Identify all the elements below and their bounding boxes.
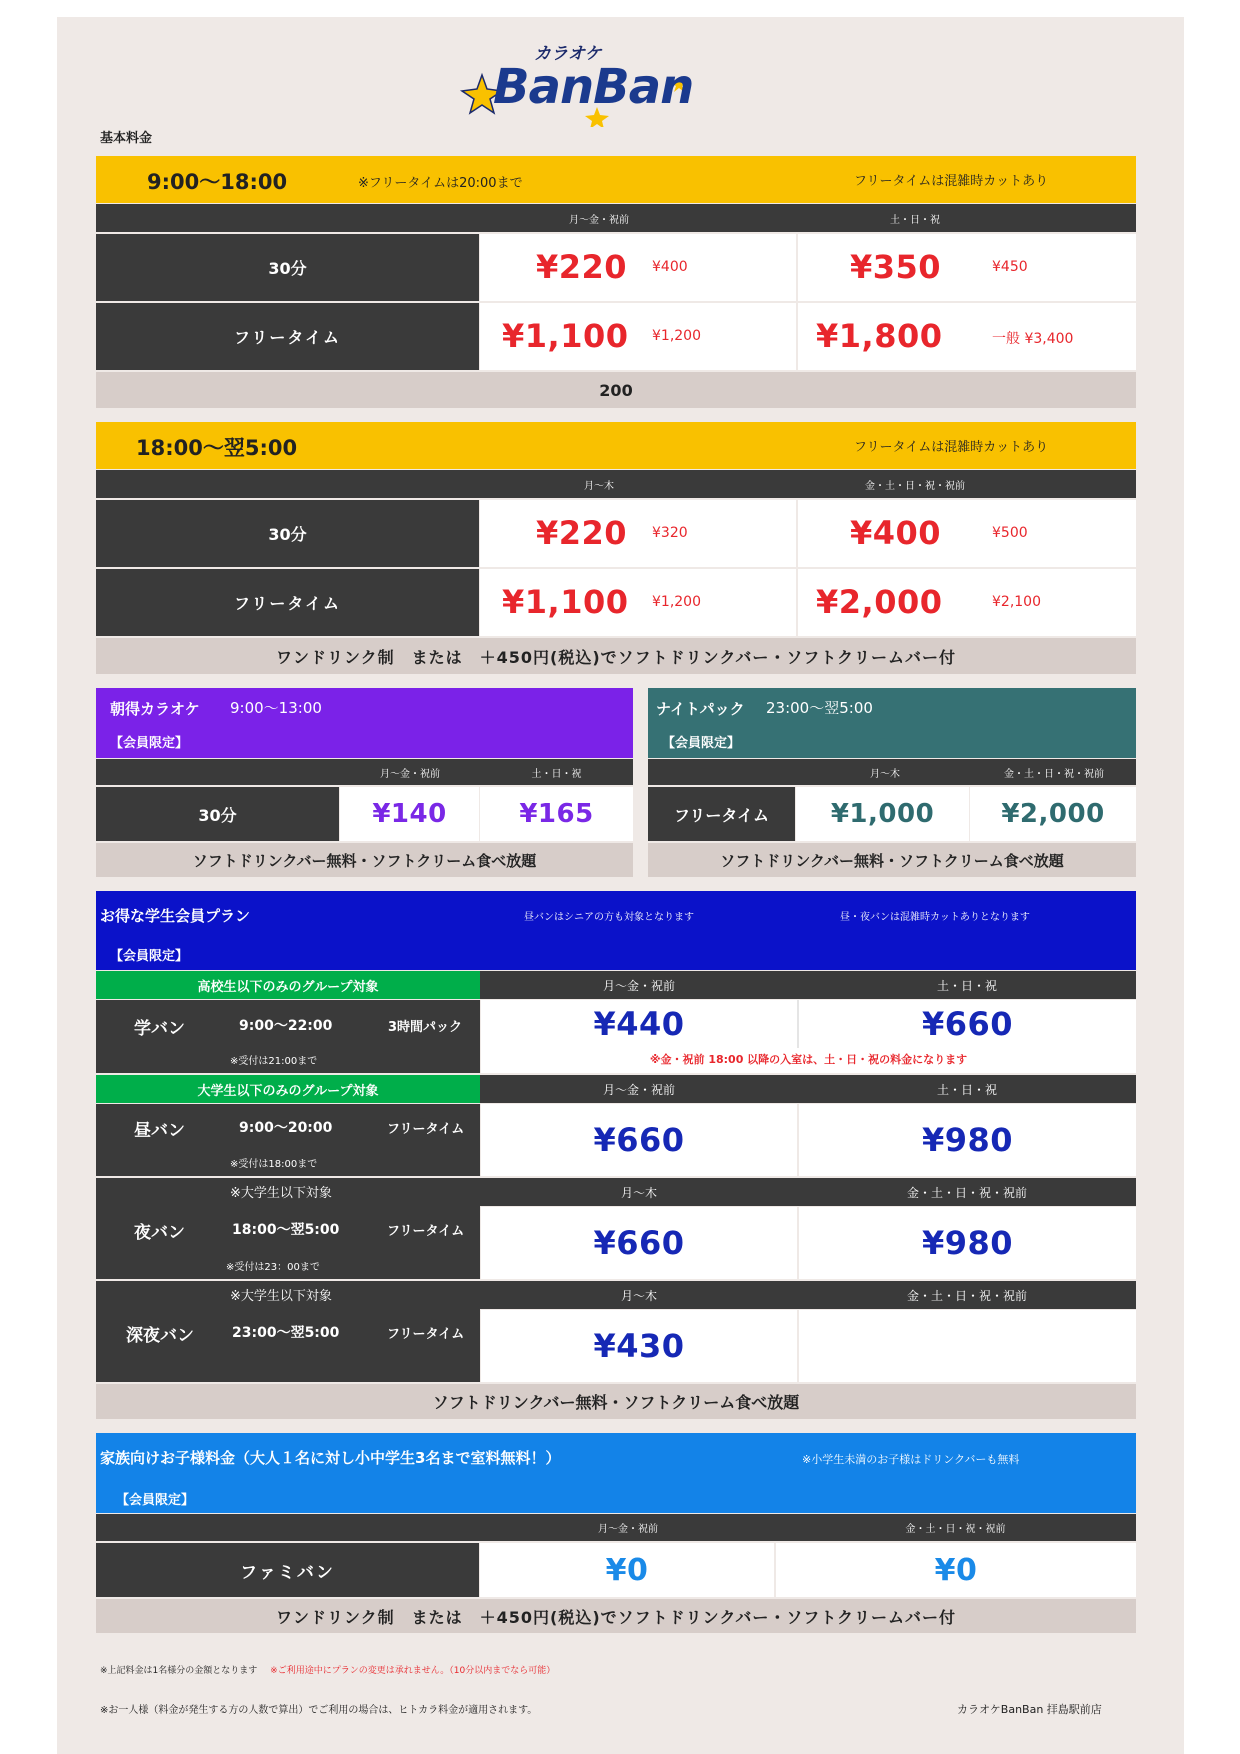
note-line1 — [100, 1663, 555, 1676]
yoru-p2: ¥980 — [799, 1207, 1136, 1279]
day-row2-p1: ¥1,100 — [502, 317, 629, 355]
day-row2-s1: ¥1,200 — [652, 328, 701, 344]
hiru-recv: ※受付は18:00まで — [230, 1159, 318, 1170]
day-col1: 月～金・祝前 — [569, 214, 629, 226]
yoru-name: 夜バン — [134, 1223, 185, 1243]
day-row2-p2-cell — [798, 303, 1136, 370]
night-row1-p1-cell — [480, 500, 796, 567]
morning-footer: ソフトドリンクバー無料・ソフトクリーム食べ放題 — [96, 843, 633, 877]
gaku-time: 9:00～22:00 — [239, 1018, 333, 1034]
logo-text: BanBan — [493, 59, 694, 115]
night-footer: ワンドリンク制 または ＋450円(税込)でソフトドリンクバー・ソフトクリームバー付 — [96, 638, 1136, 674]
day-row1-p1: ¥220 — [536, 248, 628, 286]
note-2: ※お一人様（料金が発生する方の人数で算出）でご利用の場合は、ヒトカラ料金が適用されます。 — [100, 1705, 538, 1716]
night-col1: 月～木 — [584, 480, 614, 492]
day-row2-p2: ¥1,800 — [816, 317, 943, 355]
hiru-time: 9:00～20:00 — [239, 1120, 333, 1136]
day-time: 9:00～18:00 — [147, 170, 288, 194]
student-group1: 高校生以下のみのグループ対象 — [96, 971, 480, 999]
gaku-p2: ¥660 — [921, 1005, 1014, 1043]
morning-col2: 土・日・祝 — [531, 768, 582, 780]
student-header — [96, 891, 1136, 970]
gaku-name: 学バン — [134, 1019, 185, 1039]
nightpack-col1: 月～木 — [870, 768, 900, 780]
day-row2-s2: 一般 ¥3,400 — [992, 331, 1074, 347]
hiru-col2: 土・日・祝 — [936, 1082, 997, 1097]
shinya-target: ※大学生以下対象 — [230, 1289, 332, 1304]
nightpack-label: フリータイム — [648, 787, 795, 841]
store-name: カラオケBanBan 拝島駅前店 — [957, 1703, 1102, 1716]
shinya-col2: 金・土・日・祝・祝前 — [906, 1288, 1027, 1303]
hiru-col-bar — [480, 1075, 1136, 1103]
gaku-note: ※金・祝前 18:00 以降の入室は、土・日・祝の料金になります — [649, 1053, 968, 1066]
night-row1-s1: ¥320 — [652, 525, 688, 541]
hiru-p2: ¥980 — [799, 1104, 1136, 1176]
night-row2-label: フリータイム — [96, 569, 479, 636]
yoru-col2: 金・土・日・祝・祝前 — [906, 1185, 1027, 1200]
morning-member: 【会員限定】 — [110, 736, 189, 751]
nightpack-footer: ソフトドリンクバー無料・ソフトクリーム食べ放題 — [648, 843, 1136, 877]
day-note: ※フリータイムは20:00まで — [358, 176, 523, 191]
yoru-recv: ※受付は23：00まで — [226, 1262, 320, 1273]
nightpack-p1: ¥1,000 — [796, 787, 969, 841]
yoru-p1: ¥660 — [481, 1207, 797, 1279]
family-p1: ¥0 — [480, 1543, 774, 1597]
hiru-label-cell — [96, 1104, 480, 1176]
night-time: 18:00～翌5:00 — [136, 436, 298, 460]
night-row2-p1: ¥1,100 — [502, 583, 629, 621]
shinya-p2-empty — [799, 1310, 1136, 1382]
gaku-p1: ¥440 — [593, 1005, 685, 1043]
hiru-p1: ¥660 — [481, 1104, 797, 1176]
shinya-label-cell — [96, 1281, 480, 1382]
student-member: 【会員限定】 — [110, 949, 189, 964]
shinya-p1: ¥430 — [481, 1310, 797, 1382]
morning-p2: ¥165 — [480, 787, 633, 841]
nightpack-time: 23:00～翌5:00 — [766, 699, 873, 717]
shinya-col1: 月～木 — [620, 1288, 657, 1303]
logo-kana: カラオケ — [534, 44, 602, 64]
night-row2-p2-cell — [798, 569, 1136, 636]
note-1-red: ※ご利用途中にプランの変更は承れません。（10分以内までなら可能） — [270, 1666, 556, 1676]
student-note1: 昼バンはシニアの方も対象となります — [524, 912, 694, 923]
note-1: ※上記料金は1名様分の金額となります — [100, 1666, 258, 1676]
family-col2: 金・土・日・祝・祝前 — [905, 1524, 1006, 1535]
day-col2: 土・日・祝 — [890, 214, 940, 226]
gaku-col1: 月～金・祝前 — [602, 978, 675, 993]
student-footer: ソフトドリンクバー無料・ソフトクリーム食べ放題 — [96, 1384, 1136, 1419]
family-title: 家族向けお子様料金（大人１名に対し小中学生3名まで室料無料！） — [100, 1449, 561, 1467]
day-row2-label: フリータイム — [96, 303, 479, 370]
yoru-type: フリータイム — [387, 1224, 465, 1239]
family-footer: ワンドリンク制 または ＋450円(税込)でソフトドリンクバー・ソフトクリームバー付 — [96, 1599, 1136, 1633]
student-note2: 昼・夜バンは混雑時カットありとなります — [840, 912, 1030, 923]
day-cut: フリータイムは混雑時カットあり — [854, 174, 1049, 189]
morning-title: 朝得カラオケ — [110, 700, 200, 718]
shinya-time: 23:00～翌5:00 — [232, 1325, 340, 1341]
night-row2-p2: ¥2,000 — [816, 583, 943, 621]
day-header — [96, 156, 1136, 203]
night-row1-p2-cell — [798, 500, 1136, 567]
nightpack-header — [648, 688, 1136, 758]
night-header — [96, 422, 1136, 469]
day-col-bar — [96, 204, 1136, 232]
nightpack-title: ナイトパック — [656, 700, 745, 718]
day-row1-s2: ¥450 — [992, 259, 1028, 275]
student-group2: 大学生以下のみのグループ対象 — [96, 1075, 480, 1103]
gaku-col-bar — [480, 971, 1136, 999]
basic-label: 基本料金 — [100, 131, 153, 146]
shinya-col-bar — [480, 1281, 1136, 1309]
morning-p1: ¥140 — [340, 787, 479, 841]
morning-col-bar — [96, 759, 633, 785]
night-row2-p1-cell — [480, 569, 796, 636]
yoru-label-cell — [96, 1178, 480, 1279]
morning-col1: 月～金・祝前 — [380, 768, 440, 780]
family-member: 【会員限定】 — [116, 1493, 195, 1508]
student-title: お得な学生会員プラン — [100, 907, 251, 925]
morning-label: 30分 — [96, 787, 339, 841]
yoru-col1: 月～木 — [620, 1185, 657, 1200]
day-row1-p2-cell — [798, 234, 1136, 301]
family-label: ファミバン — [96, 1543, 479, 1597]
night-row2-s1: ¥1,200 — [652, 594, 701, 610]
day-row1-p1-cell — [480, 234, 796, 301]
gaku-type: 3時間パック — [388, 1020, 463, 1035]
morning-header — [96, 688, 633, 758]
logo — [457, 37, 697, 127]
night-row1-p2: ¥400 — [850, 514, 942, 552]
yoru-col-bar — [480, 1178, 1136, 1206]
morning-time: 9:00～13:00 — [230, 699, 322, 717]
nightpack-col2: 金・土・日・祝・祝前 — [1004, 768, 1104, 780]
night-row1-label: 30分 — [96, 500, 479, 567]
yoru-time: 18:00～翌5:00 — [232, 1222, 340, 1238]
shinya-name: 深夜バン — [126, 1326, 194, 1346]
gaku-col2: 土・日・祝 — [936, 978, 997, 993]
gaku-recv: ※受付は21:00まで — [230, 1056, 318, 1067]
night-row1-s2: ¥500 — [992, 525, 1028, 541]
night-row1-p1: ¥220 — [536, 514, 628, 552]
family-col-bar — [96, 1514, 1136, 1541]
day-row2-p1-cell — [480, 303, 796, 370]
nightpack-col-bar — [648, 759, 1136, 785]
night-col-bar — [96, 470, 1136, 498]
gaku-label-cell — [96, 1000, 480, 1073]
day-row1-label: 30分 — [96, 234, 479, 301]
hiru-col1: 月～金・祝前 — [602, 1082, 675, 1097]
night-col2: 金・土・日・祝・祝前 — [865, 480, 965, 492]
day-footer: 200 — [96, 372, 1136, 408]
gaku-price-area — [481, 1000, 1136, 1073]
price-sheet — [57, 17, 1184, 1754]
shinya-type: フリータイム — [387, 1327, 465, 1342]
family-p2: ¥0 — [776, 1543, 1136, 1597]
day-row1-p2: ¥350 — [850, 248, 942, 286]
nightpack-member: 【会員限定】 — [662, 736, 741, 751]
hiru-type: フリータイム — [387, 1122, 465, 1137]
day-row1-s1: ¥400 — [652, 259, 688, 275]
nightpack-p2: ¥2,000 — [970, 787, 1136, 841]
night-cut: フリータイムは混雑時カットあり — [854, 440, 1049, 455]
hiru-name: 昼バン — [134, 1121, 185, 1141]
night-row2-s2: ¥2,100 — [992, 594, 1041, 610]
family-header — [96, 1433, 1136, 1513]
yoru-target: ※大学生以下対象 — [230, 1186, 332, 1201]
family-note: ※小学生未満のお子様はドリンクバーも無料 — [802, 1453, 1020, 1466]
family-col1: 月～金・祝前 — [598, 1524, 658, 1535]
